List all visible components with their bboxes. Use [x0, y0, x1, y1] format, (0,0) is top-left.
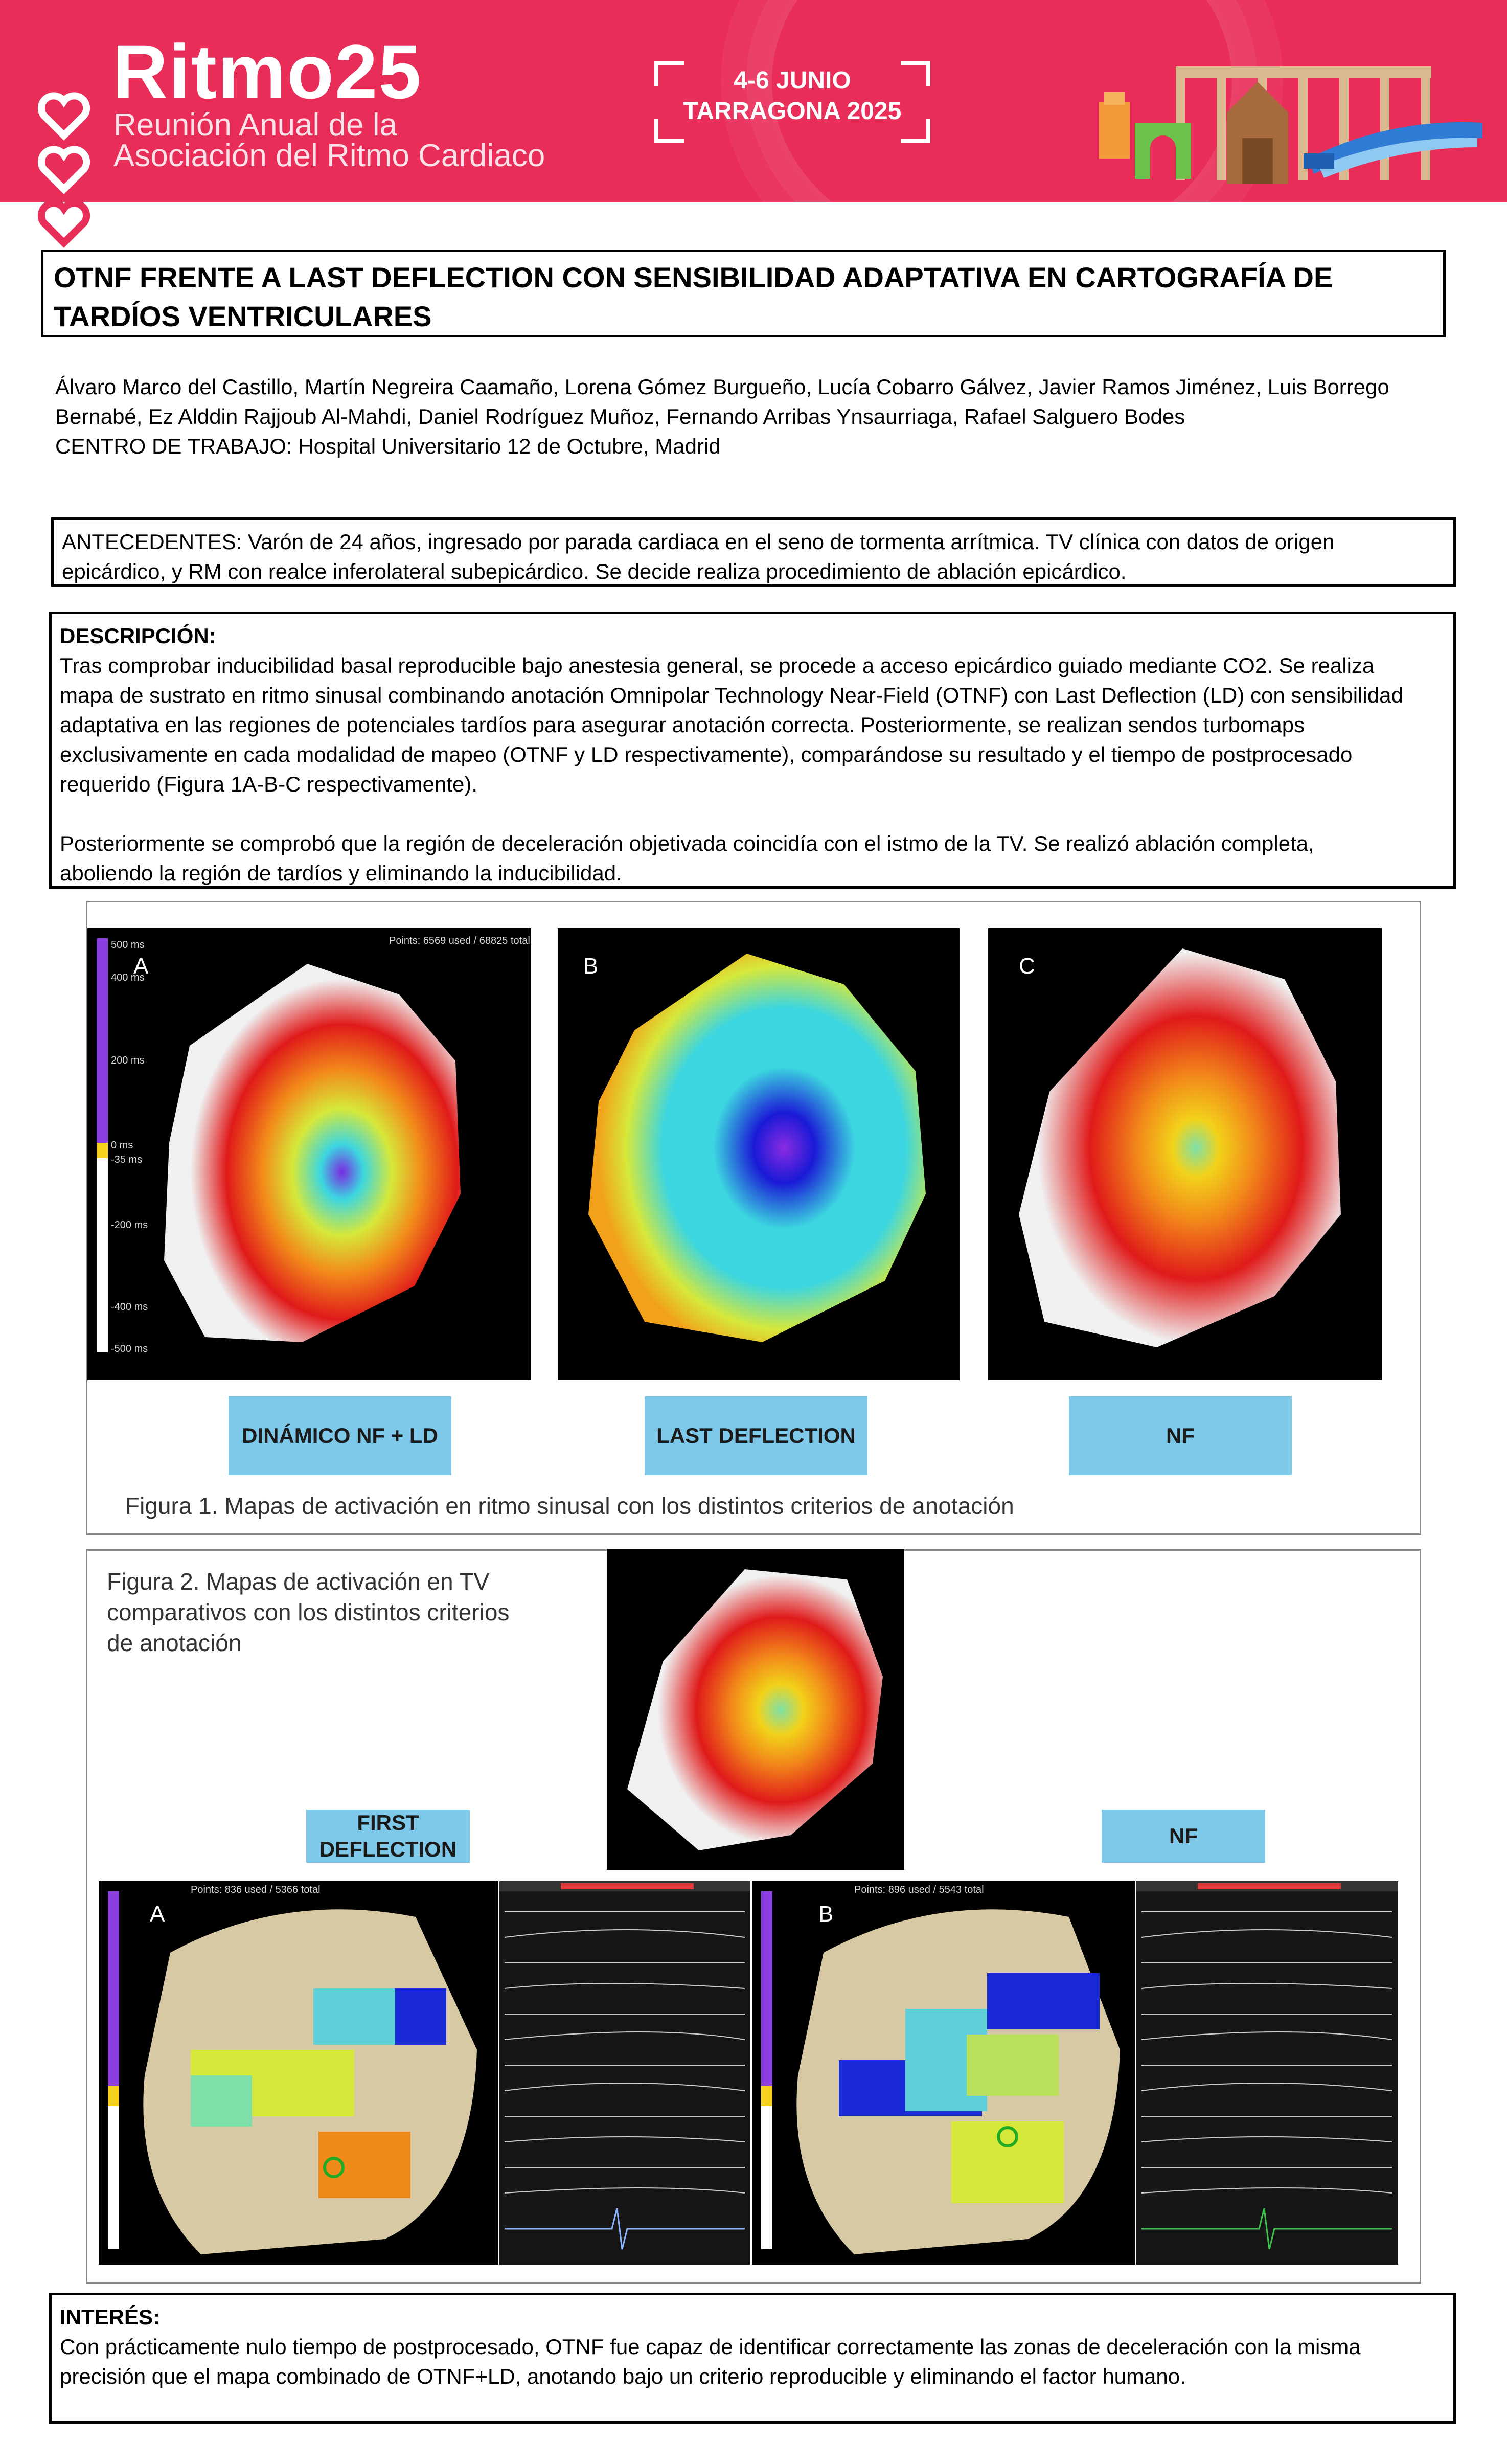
figure-2	[86, 1549, 1421, 2284]
map-panel-c	[988, 928, 1382, 1380]
descripcion-p1-line: requerido (Figura 1A-B-C respectivamente).	[60, 772, 477, 796]
scale-label: -35 ms	[111, 1154, 143, 1165]
antecedentes-box	[51, 517, 1456, 587]
authors-line-2: Bernabé, Ez Alddin Rajjoub Al-Mahdi, Daniel Rodríguez Muñoz, Fernando Arribas Ynsaurriaga, Rafael Salguero Bodes	[55, 404, 1185, 428]
event-location: TARRAGONA 2025	[683, 98, 902, 125]
points-label: Points: 6569 used / 68825 total	[389, 935, 530, 946]
vt-map-a	[99, 1881, 498, 2265]
poster-title: OTNF FRENTE A LAST DEFLECTION CON SENSIBILIDAD ADAPTATIVA EN CARTOGRAFÍA DE TARDÍOS VENTRICULARES	[54, 261, 1333, 332]
panel-letter: B	[818, 1902, 834, 1927]
map-panel-a	[87, 928, 531, 1380]
label-nf-2: NF	[1102, 1810, 1265, 1863]
figure-1	[86, 901, 1421, 1535]
workplace: CENTRO DE TRABAJO: Hospital Universitario 12 de Octubre, Madrid	[55, 434, 721, 458]
antecedentes-line-2: epicárdico, y RM con realce inferolateral subepicárdico. Se decide realiza procedimiento de ablación epicárdico.	[62, 559, 1127, 583]
map-panel-b	[558, 928, 960, 1380]
scale-label: 500 ms	[111, 939, 145, 951]
map-panel-vt	[607, 1549, 904, 1870]
panel-letter: B	[583, 954, 599, 979]
descripcion-box	[49, 612, 1456, 889]
ecg-traces-a	[499, 1881, 750, 2265]
descripcion-p1-line: adaptativa en las regiones de potenciales tardíos para asegurar anotación correcta. Posteriormente, se realizan sendos turbomaps	[60, 713, 1305, 737]
vt-map-b	[752, 1881, 1135, 2265]
authors-line-1: Álvaro Marco del Castillo, Martín Negreira Caamaño, Lorena Gómez Burgueño, Lucía Cobarro Gálvez, Javier Ramos Jiménez, Luis Borrego	[55, 375, 1389, 399]
event-dates-frame	[654, 61, 930, 143]
descripcion-p2-line: Posteriormente se comprobó que la región de deceleración objetivada coincidía con el istmo de la TV. Se realizó ablación completa,	[60, 831, 1314, 855]
scale-label: 400 ms	[111, 972, 145, 983]
heart-icons	[36, 87, 92, 256]
interes-box	[49, 2293, 1456, 2424]
descripcion-p2-line: aboliendo la región de tardíos y eliminando la inducibilidad.	[60, 861, 622, 885]
figure-2-caption	[107, 1566, 509, 1658]
interes-heading: INTERÉS:	[60, 2305, 161, 2329]
label-first-deflection	[306, 1810, 470, 1863]
scale-label: -500 ms	[111, 1343, 148, 1354]
authors-block	[55, 372, 1466, 461]
event-dates: 4-6 JUNIO	[734, 67, 851, 94]
antecedentes-line-1: ANTECEDENTES: Varón de 24 años, ingresado por parada cardiaca en el seno de tormenta arrítmica. TV clínica con datos de origen	[62, 530, 1335, 554]
panel-letter: A	[150, 1902, 165, 1927]
descripcion-heading: DESCRIPCIÓN:	[60, 624, 216, 648]
logo-subtitle-2: Asociación del Ritmo Cardiaco	[113, 138, 545, 173]
logo-subtitle-1: Reunión Anual de la	[113, 107, 398, 143]
label-nf: NF	[1069, 1396, 1292, 1475]
panel-letter: C	[1019, 954, 1035, 979]
figure-1-caption: Figura 1. Mapas de activación en ritmo sinusal con los distintos criterios de anotación	[125, 1493, 1014, 1519]
label-dinamico-nf-ld: DINÁMICO NF + LD	[229, 1396, 451, 1475]
ecg-traces-b	[1136, 1881, 1398, 2265]
heart-icon	[41, 149, 86, 189]
interes-line-1: Con prácticamente nulo tiempo de postprocesado, OTNF fue capaz de identificar correctamente las zonas de deceleración con la misma	[60, 2335, 1361, 2359]
scale-label: 200 ms	[111, 1055, 145, 1066]
figure-2-caption-line: Figura 2. Mapas de activación en TV	[107, 1568, 490, 1595]
descripcion-p1-line: exclusivamente en cada modalidad de mapeo (OTNF y LD respectivamente), comparándose su resultado y el tiempo de postprocesado	[60, 742, 1353, 766]
figure-2-caption-line: comparativos con los distintos criterios	[107, 1599, 510, 1625]
points-label: Points: 836 used / 5366 total	[191, 1884, 321, 1895]
scale-label: 0 ms	[111, 1140, 133, 1151]
logo-title: Ritmo25	[112, 29, 422, 115]
label-last-deflection: LAST DEFLECTION	[645, 1396, 867, 1475]
heart-icon	[41, 203, 86, 243]
title-box	[41, 250, 1446, 337]
label-first-deflection-line: FIRST	[357, 1811, 419, 1835]
monuments-illustration	[1099, 56, 1488, 184]
label-first-deflection-line: DEFLECTION	[319, 1837, 457, 1861]
descripcion-p1-line: Tras comprobar inducibilidad basal reproducible bajo anestesia general, se procede a acceso epicárdico guiado mediante CO2. Se realiza	[60, 653, 1375, 677]
heart-icon	[41, 96, 86, 135]
scale-label: -400 ms	[111, 1301, 148, 1313]
panel-letter: A	[133, 954, 149, 979]
interes-line-2: precisión que el mapa combinado de OTNF+LD, anotando bajo un criterio reproducible y eliminando el factor humano.	[60, 2364, 1186, 2388]
figure-2-caption-line: de anotación	[107, 1630, 242, 1656]
descripcion-p1-line: mapa de sustrato en ritmo sinusal combinando anotación Omnipolar Technology Near-Field (OTNF) con Last Deflection (LD) con sensibilidad	[60, 683, 1403, 707]
scale-label: -200 ms	[111, 1219, 148, 1231]
points-label: Points: 896 used / 5543 total	[854, 1884, 984, 1895]
